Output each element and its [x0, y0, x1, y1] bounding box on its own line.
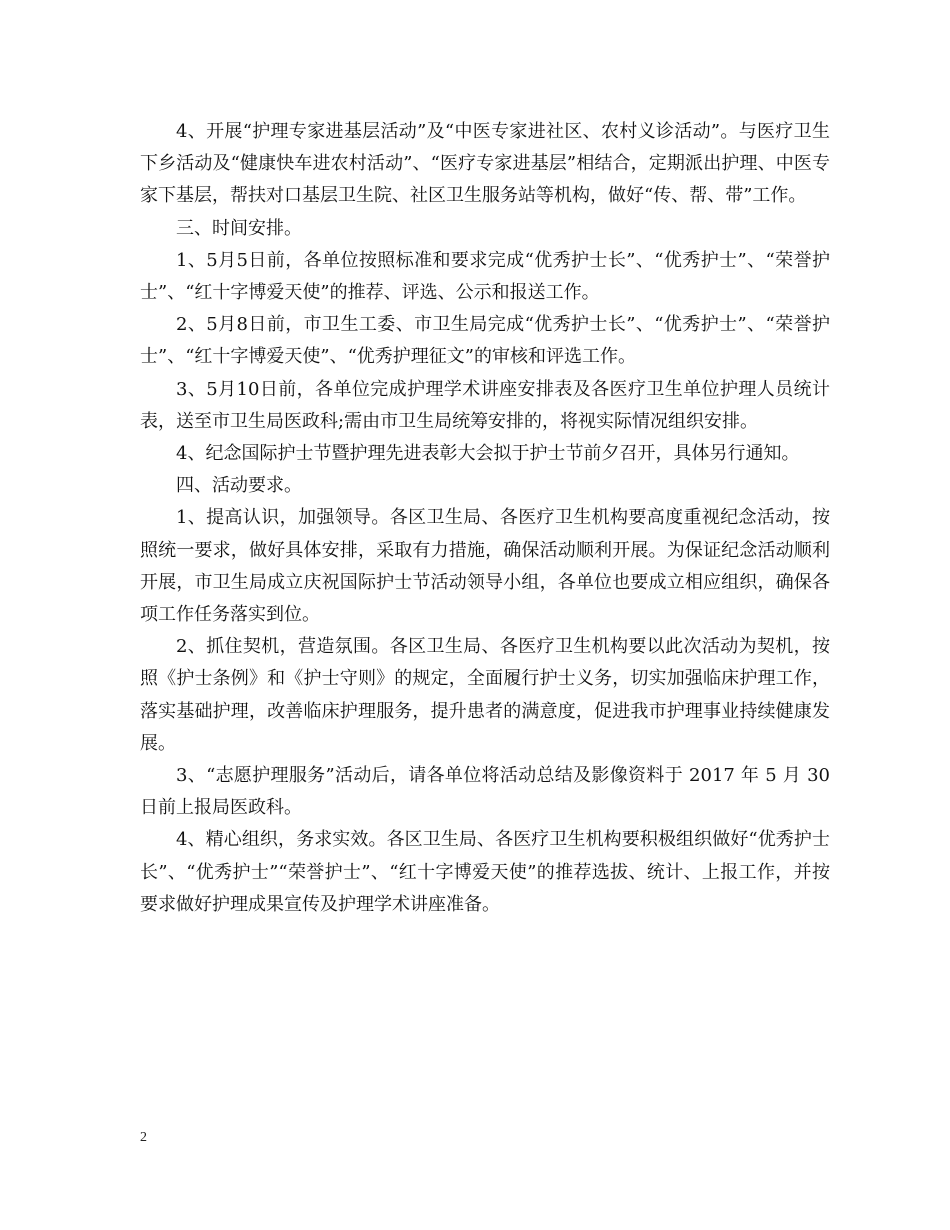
paragraph-requirement-volunteer-report: 3、“志愿护理服务”活动后，请各单位将活动总结及影像资料于 2017 年 5 月 30 日前上报局医政科。	[140, 765, 830, 819]
paragraph-expert-outreach: 4、开展“护理专家进基层活动”及“中医专家进社区、农村义诊活动”。与医疗卫生下乡活动及“健康快车进农村活动”、“医疗专家进基层”相结合，定期派出护理、中医专家下基层，帮扶对口基层卫生院、社区卫生服务站等机构，做好“传、帮、带”工作。	[140, 121, 830, 207]
heading-requirements: 四、活动要求。	[176, 475, 302, 497]
heading-schedule: 三、时间安排。	[176, 217, 302, 239]
document-body	[140, 116, 830, 921]
paragraph-requirement-organization: 4、精心组织，务求实效。各区卫生局、各医疗卫生机构要积极组织做好“优秀护士长”、“优秀护士”“荣誉护士”、“红十字博爱天使”的推荐选拔、统计、上报工作，并按要求做好护理成果宣传及护理学术讲座准备。	[140, 829, 830, 915]
paragraph-schedule-may8: 2、5月8日前，市卫生工委、市卫生局完成“优秀护士长”、“优秀护士”、“荣誉护士”、“红十字博爱天使”、“优秀护理征文”的审核和评选工作。	[140, 314, 830, 368]
paragraph-schedule-may5: 1、5月5日前，各单位按照标准和要求完成“优秀护士长”、“优秀护士”、“荣誉护士”、“红十字博爱天使”的推荐、评选、公示和报送工作。	[140, 249, 830, 304]
paragraph-requirement-leadership: 1、提高认识，加强领导。各区卫生局、各医疗卫生机构要高度重视纪念活动，按照统一要求，做好具体安排，采取有力措施，确保活动顺利开展。为保证纪念活动顺利开展，市卫生局成立庆祝国际护士节活动领导小组，各单位也要成立相应组织，确保各项工作任务落实到位。	[140, 507, 830, 626]
page-number: 2	[140, 1130, 147, 1145]
paragraph-schedule-may10: 3、5月10日前，各单位完成护理学术讲座安排表及各医疗卫生单位护理人员统计表，送至市卫生局医政科;需由市卫生局统筹安排的，将视实际情况组织安排。	[140, 378, 830, 432]
paragraph-commendation-meeting: 4、纪念国际护士节暨护理先进表彰大会拟于护士节前夕召开，具体另行通知。	[176, 443, 800, 465]
paragraph-requirement-atmosphere: 2、抓住契机，营造氛围。各区卫生局、各医疗卫生机构要以此次活动为契机，按照《护士条例》和《护士守则》的规定，全面履行护士义务，切实加强临床护理工作，落实基础护理，改善临床护理服务，提升患者的满意度，促进我市护理事业持续健康发展。	[140, 636, 830, 754]
